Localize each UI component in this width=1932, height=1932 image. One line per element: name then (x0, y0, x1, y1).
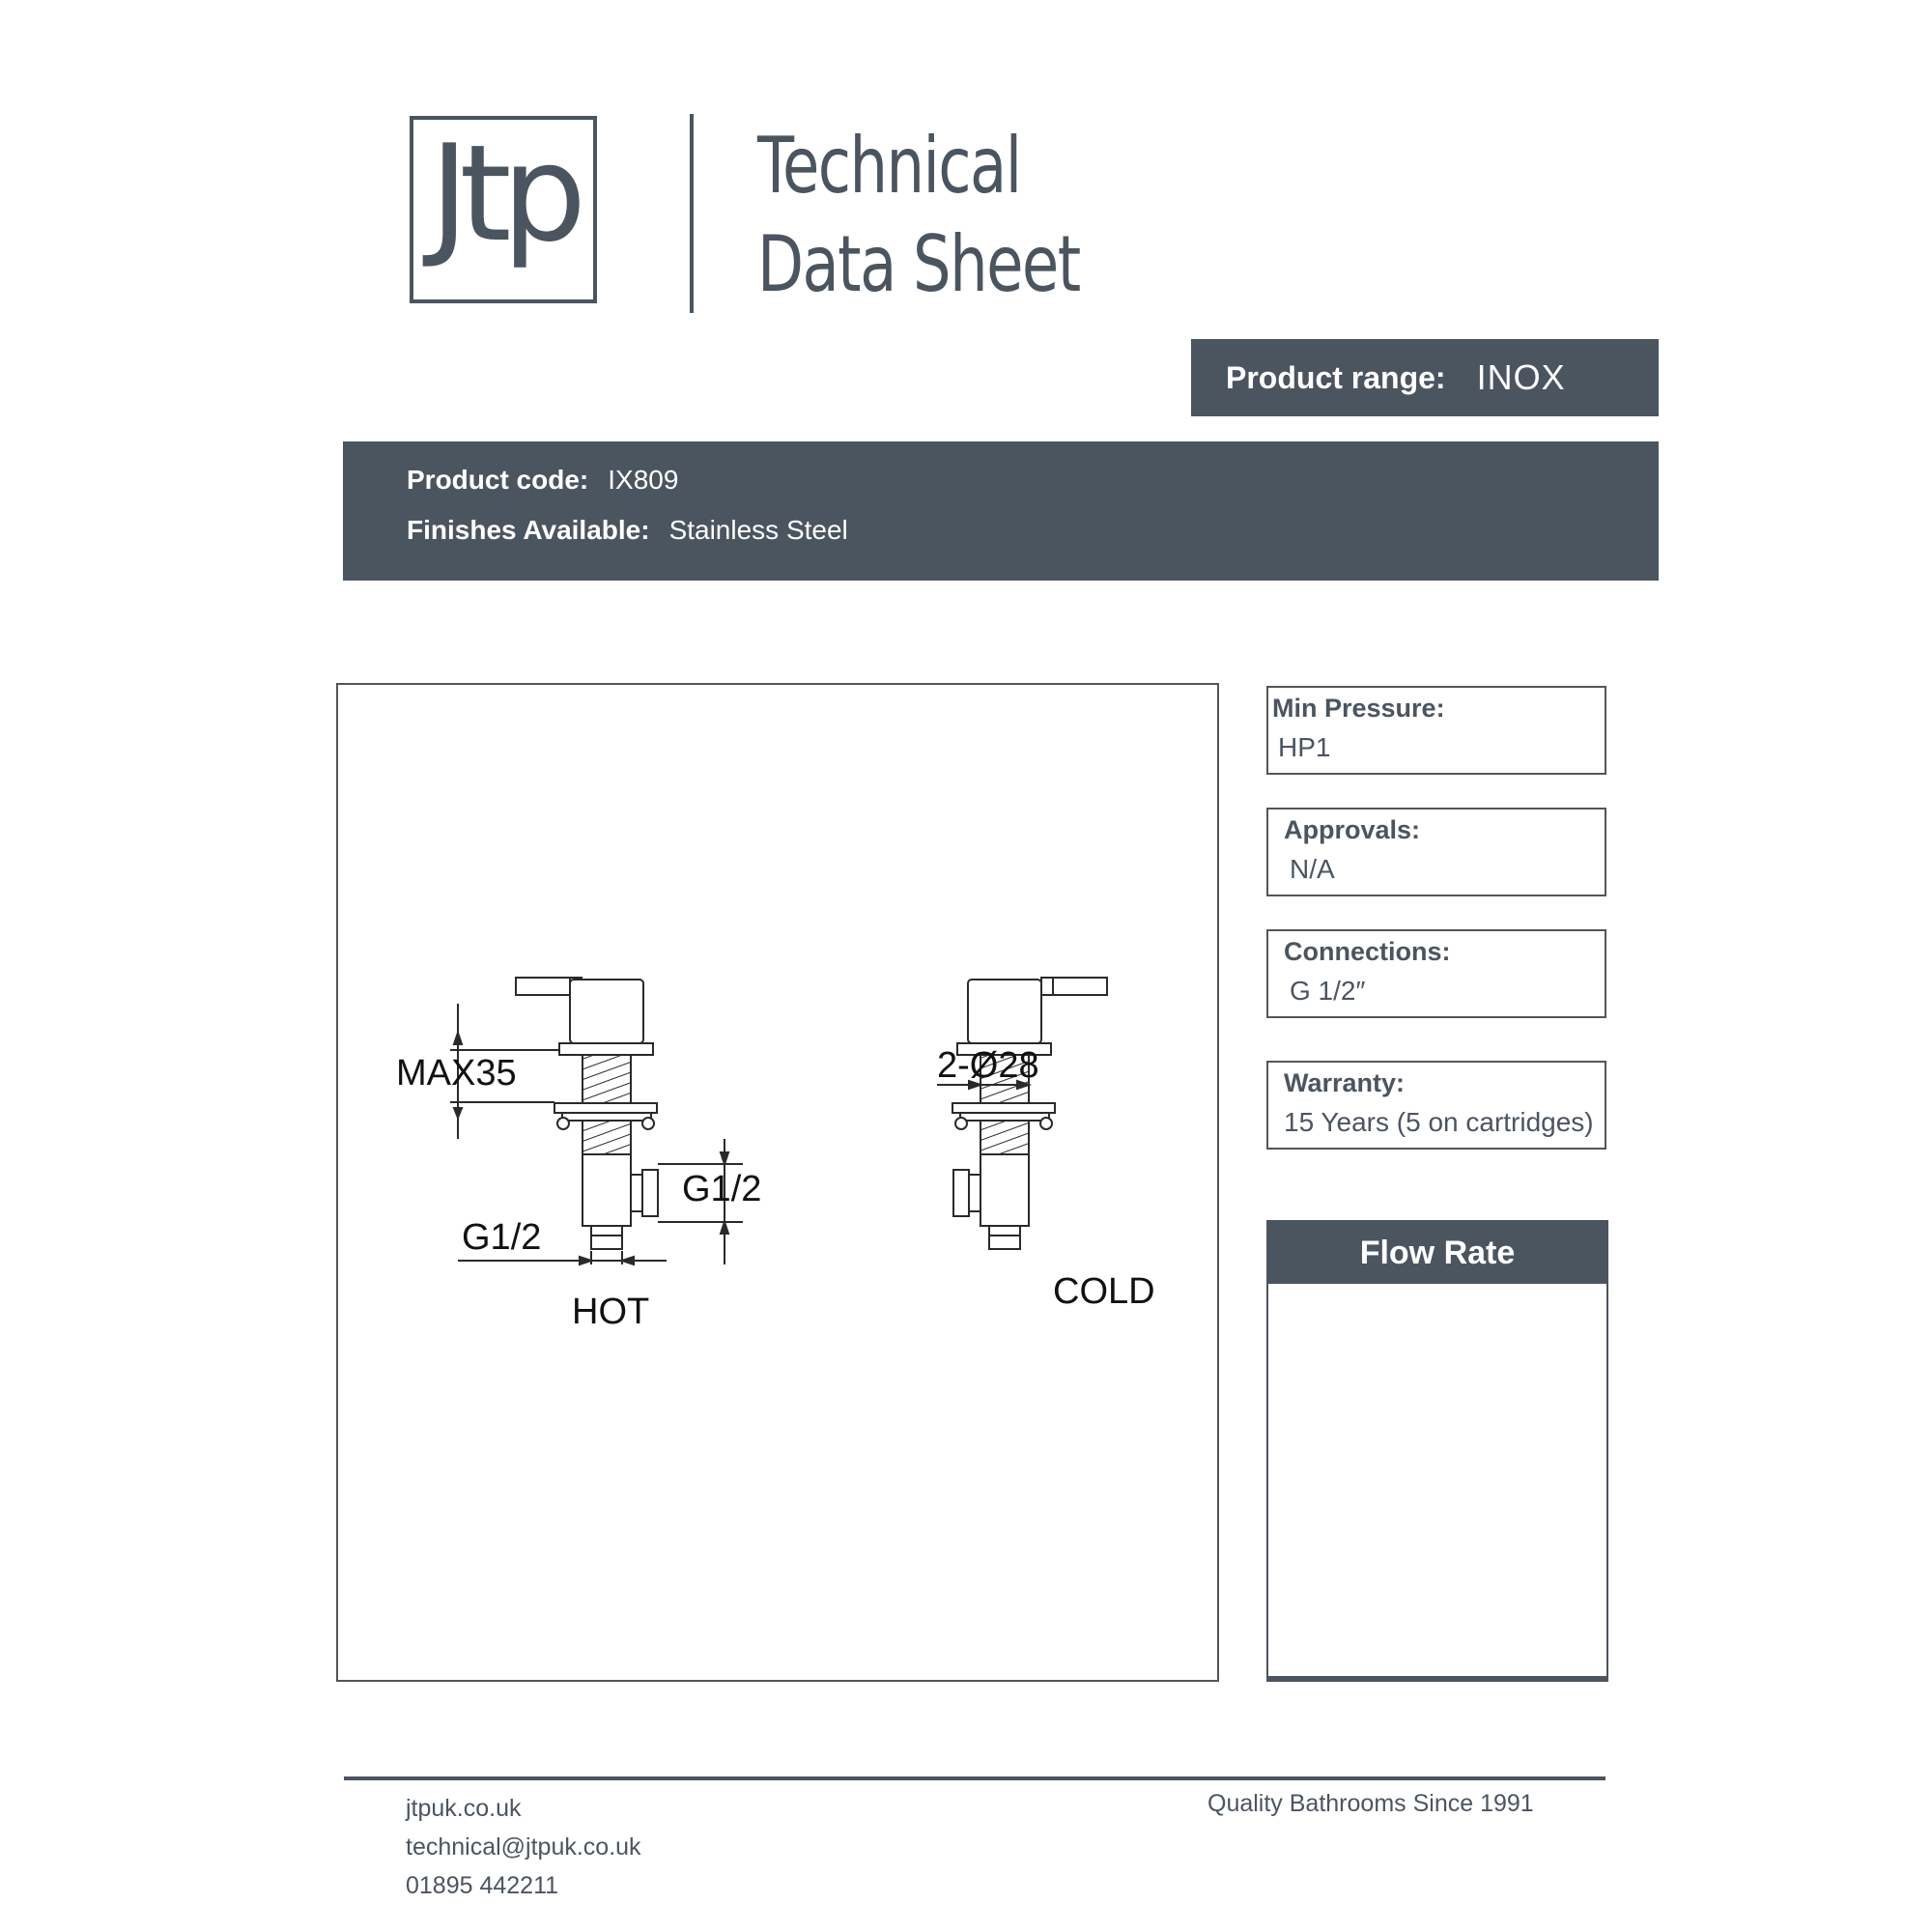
spec-value: 15 Years (5 on cartridges) (1284, 1107, 1594, 1137)
product-range-value: INOX (1476, 357, 1566, 397)
product-code-label: Product code: (407, 465, 589, 495)
flow-rate-title: Flow Rate (1268, 1222, 1606, 1284)
spec-label: Min Pressure: (1272, 694, 1445, 723)
cold-diameter-label: 2-Ø28 (937, 1045, 1039, 1086)
footer-tagline: Quality Bathrooms Since 1991 (1208, 1790, 1534, 1817)
finishes-row (407, 505, 1659, 555)
spec-label: Connections: (1284, 937, 1451, 966)
logo-text: Jtp (429, 116, 578, 271)
technical-drawing-panel (336, 683, 1219, 1682)
finishes-label: Finishes Available: (407, 515, 650, 545)
product-range-bar (1191, 339, 1659, 416)
footer-website: jtpuk.co.uk (406, 1795, 522, 1822)
spec-value: G 1/2″ (1290, 976, 1366, 1006)
jtp-logo (410, 116, 597, 303)
spec-value: N/A (1290, 854, 1335, 884)
spec-connections (1266, 929, 1606, 1018)
hot-caption: HOT (572, 1292, 650, 1332)
cold-caption: COLD (1053, 1271, 1155, 1312)
product-info-bar (343, 441, 1659, 581)
spec-label: Warranty: (1284, 1068, 1406, 1097)
hot-max-label: MAX35 (396, 1053, 517, 1094)
footer-email: technical@jtpuk.co.uk (406, 1833, 641, 1861)
spec-min-pressure (1266, 686, 1606, 775)
product-code-row (407, 455, 1659, 505)
title-line-2: Data Sheet (757, 219, 1080, 309)
footer-rule (344, 1776, 1605, 1780)
cold-valve (937, 978, 1107, 1249)
spec-label: Approvals: (1284, 815, 1421, 844)
spec-approvals (1266, 808, 1606, 896)
finishes-value: Stainless Steel (668, 515, 848, 545)
header-divider (690, 114, 694, 313)
product-range-label: Product range: (1226, 359, 1446, 395)
spec-value: HP1 (1278, 732, 1331, 762)
spec-warranty (1266, 1061, 1606, 1150)
hot-bottom-thread-label: G1/2 (462, 1217, 542, 1258)
footer-phone: 01895 442211 (406, 1872, 559, 1899)
title-line-1: Technical (757, 121, 1021, 211)
flow-rate-panel (1266, 1220, 1608, 1682)
product-code-value: IX809 (608, 465, 679, 495)
valve-drawing (338, 685, 1217, 1680)
hot-side-thread-label: G1/2 (682, 1169, 762, 1209)
